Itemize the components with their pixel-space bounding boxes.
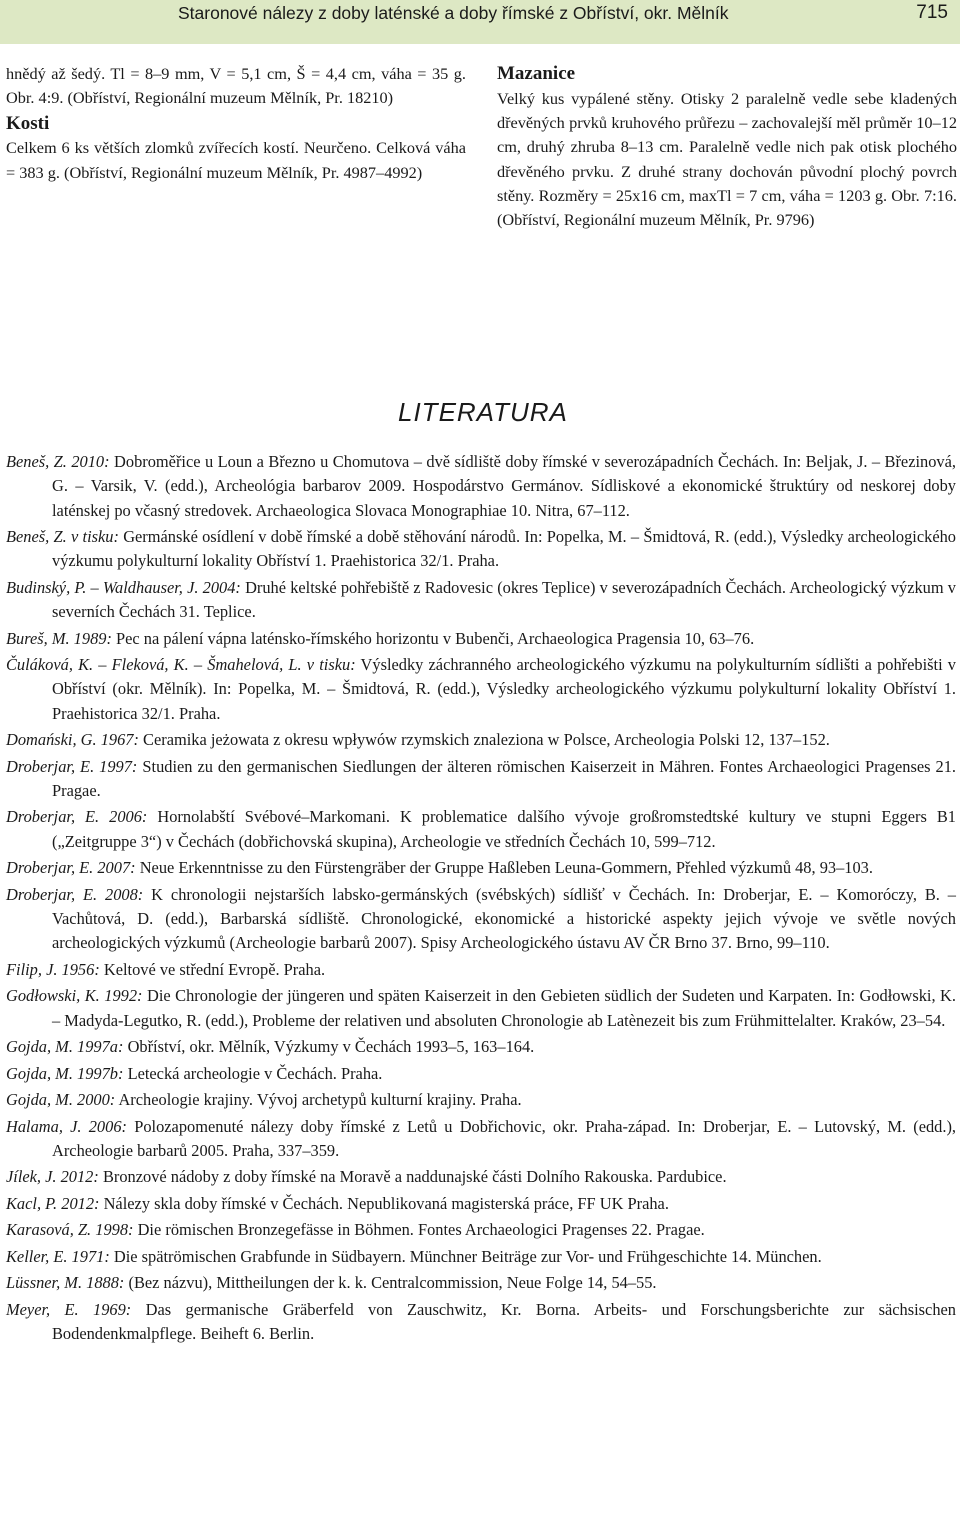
reference-author: Karasová, Z. 1998: — [6, 1220, 134, 1240]
reference-author: Lüssner, M. 1888: — [6, 1273, 125, 1293]
header-title: Staronové nálezy z doby laténské a doby římské z Obříství, okr. Mělník — [178, 3, 729, 23]
reference-author: Beneš, Z. 2010: — [6, 452, 110, 471]
section-heading-mazanice: Mazanice — [497, 63, 576, 84]
reference-text: Bronzové nádoby z doby římské na Moravě a naddunajské části Dolního Rakouska. Pardubice. — [98, 1167, 727, 1187]
reference-item — [6, 1035, 956, 1059]
reference-item — [6, 627, 956, 651]
reference-author: Meyer, E. 1969: — [6, 1299, 132, 1319]
reference-text: K chronologii nejstarších labsko-germánských (svébských) sídlišť v Čechách. In: Droberjar, E. – Komoróczy, B. – Vachůtová, D. (edd.), Barbarská sídliště. Chronologické, ekonomické a historické aspekty jejich vývoje ve světle nových archeologických výzkumů (Archeologie barbarů 2007). Spisy Archeologického ústavu AV ČR Brno 37. Brno, 99–110. — [52, 884, 956, 953]
left-column — [6, 62, 466, 185]
reference-text: Polozapomenuté nálezy doby římské z Letů u Dobřichovic, okr. Praha-západ. In: Droberjar, E. – Lutovský, M. (edd.), Archeologie barbarů 2005. Praha, 337–359. — [52, 1116, 957, 1160]
reference-item — [6, 576, 956, 625]
left-intro-paragraph: hnědý až šedý. Tl = 8–9 mm, V = 5,1 cm, Š = 4,4 cm, váha = 35 g. Obr. 4:9. (Obříství, Regionální muzeum Mělník, Pr. 18210) — [6, 64, 466, 108]
reference-text: Výsledky záchranného archeologického výzkumu na polykulturním sídlišti a pohřebišti v Obříství (okr. Mělník). In: Popelka, M. – Šmidtová, R. (edd.), Výsledky archeologického výzkumu polykulturní lokality Obříství 1. Praehistorica 32/1. Praha. — [52, 655, 956, 723]
reference-item — [6, 1088, 956, 1112]
reference-text: Neue Erkenntnisse zu den Fürstengräber der Gruppe Haßleben Leuna-Gommern, Přehled výzkumů 48, 93–103. — [135, 858, 873, 878]
reference-item — [6, 728, 956, 752]
reference-item — [6, 1165, 956, 1189]
reference-text: Nálezy skla doby římské v Čechách. Nepublikovaná magisterská práce, FF UK Praha. — [99, 1193, 669, 1213]
reference-text: (Bez názvu), Mittheilungen der k. k. Centralcommission, Neue Folge 14, 54–55. — [124, 1273, 657, 1293]
reference-text: Obříství, okr. Mělník, Výzkumy v Čechách 1993–5, 163–164. — [123, 1037, 535, 1057]
reference-text: Studien zu den germanischen Siedlungen der älteren römischen Kaiserzeit in Mähren. Fontes Archaeologici Pragenses 21. Pragae. — [52, 756, 957, 800]
reference-author: Droberjar, E. 2006: — [6, 807, 148, 827]
running-header — [0, 0, 960, 44]
reference-author: Droberjar, E. 2007: — [6, 858, 136, 878]
reference-item — [6, 1115, 956, 1164]
section-heading-kosti: Kosti — [6, 113, 50, 135]
reference-author: Filip, J. 1956: — [6, 959, 100, 979]
reference-text: Archeologie krajiny. Vývoj archetypů kulturní krajiny. Praha. — [115, 1090, 522, 1110]
reference-author: Halama, J. 2006: — [6, 1116, 127, 1136]
reference-item — [6, 1062, 956, 1086]
literature-heading: LITERATURA — [398, 397, 568, 427]
reference-item — [6, 1218, 956, 1242]
reference-text: Druhé keltské pohřebiště z Radovesic (okres Teplice) v severozápadních Čechách. Archeologický výzkum v severních Čechách 31. Teplice. — [52, 577, 956, 622]
reference-item — [6, 984, 956, 1033]
reference-author: Droberjar, E. 1997: — [6, 756, 138, 776]
reference-item — [6, 1271, 956, 1295]
reference-author: Beneš, Z. v tisku: — [6, 527, 119, 547]
reference-author: Budinský, P. – Waldhauser, J. 2004: — [6, 577, 241, 597]
page-number: 715 — [916, 2, 948, 23]
reference-author: Domański, G. 1967: — [6, 730, 139, 750]
reference-author: Kacl, P. 2012: — [6, 1193, 100, 1213]
reference-item — [6, 805, 956, 854]
reference-list — [6, 450, 956, 1349]
reference-author: Keller, E. 1971: — [6, 1246, 110, 1266]
reference-text: Pec na pálení vápna laténsko-římského horizontu v Bubenči, Archaeologica Pragensia 10, 63–76. — [111, 628, 755, 648]
reference-text: Letecká archeologie v Čechách. Praha. — [123, 1063, 383, 1083]
reference-item — [6, 450, 956, 523]
reference-text: Die spätrömischen Grabfunde in Südbayern. Münchner Beiträge zur Vor- und Frühgeschichte 14. München. — [109, 1246, 822, 1266]
reference-item — [6, 1298, 956, 1347]
reference-text: Die römischen Bronzegefässe in Böhmen. Fontes Archaeologici Pragenses 22. Pragae. — [133, 1220, 705, 1240]
reference-author: Droberjar, E. 2008: — [6, 884, 144, 904]
reference-text: Germánské osídlení v době římské a době stěhování národů. In: Popelka, M. – Šmidtová, R. (edd.), Výsledky archeologického výzkumu polykulturní lokality Obříství 1. Praehistorica 32/1. Praha. — [52, 527, 956, 571]
reference-text: Ceramika jeżowata z okresu wpływów rzymskich znaleziona w Polsce, Archeologia Polski 12, 137–152. — [138, 730, 830, 750]
reference-item — [6, 755, 956, 804]
reference-item — [6, 1245, 956, 1269]
reference-author: Jílek, J. 2012: — [6, 1167, 99, 1187]
reference-item — [6, 856, 956, 880]
reference-text: Die Chronologie der jüngeren und späten Kaiserzeit in den Gebieten südlich der Sudeten und Karpaten. In: Godłowski, K. – Madyda-Legutko, R. (edd.), Probleme der relativen und absoluten Chronologie ab Latènezeit bis zum Frühmittelalter. Kraków, 23–54. — [52, 986, 956, 1030]
reference-author: Gojda, M. 2000: — [6, 1090, 116, 1110]
reference-author: Gojda, M. 1997b: — [6, 1063, 124, 1083]
reference-text: Dobroměřice u Loun a Březno u Chomutova – dvě sídliště doby římské v severozápadních Čechách. In: Beljak, J. – Březinová, G. – Varsik, V. (edd.), Archeológia barbarov 2009. Hospodárstvo Germánov. Sídliskové a ekonomické štruktúry od neskorej doby laténskej po včasný stredovek. Archaeologica Slovaca Monographiae 10. Nitra, 67–112. — [52, 452, 956, 520]
reference-item — [6, 1192, 956, 1216]
reference-author: Čuláková, K. – Fleková, K. – Šmahelová, L. v tisku: — [6, 655, 356, 675]
reference-author: Godłowski, K. 1992: — [6, 986, 143, 1006]
reference-author: Gojda, M. 1997a: — [6, 1037, 124, 1057]
mazanice-paragraph: Velký kus vypálené stěny. Otisky 2 paralelně vedle sebe kladených dřevěných prvků kruhového průřezu – zachovalejší měl průměr 10–12 cm, druhý zhruba 8–13 cm. Paralelně vedle nich pak otisk plochého dřevěného prvku. Z druhé strany dochován původní plochý povrch stěny. Rozměry = 25x16 cm, maxTl = 7 cm, váha = 1203 g. Obr. 7:16. (Obříství, Regionální muzeum Mělník, Pr. 9796) — [497, 89, 957, 230]
reference-item — [6, 883, 956, 956]
kosti-paragraph: Celkem 6 ks větších zlomků zvířecích kostí. Neurčeno. Celková váha = 383 g. (Obříství, Regionální muzeum Mělník, Pr. 4987–4992) — [6, 138, 466, 182]
reference-text: Das germanische Gräberfeld von Zauschwitz, Kr. Borna. Arbeits- und Forschungsberichte zur sächsischen Bodendenkmalpflege. Beiheft 6. Berlin. — [52, 1299, 957, 1344]
reference-text: Hornolabští Svébové–Markomani. K problematice dalšího vývoje großromstedtské kultury ve stupni Eggers B1 („Zeitgruppe 3“) v Čechách (dobřichovská skupina), Archeologie ve středních Čechách 10, 599–712. — [52, 807, 956, 851]
reference-text: Keltové ve střední Evropě. Praha. — [99, 959, 326, 979]
reference-item — [6, 525, 956, 574]
reference-item — [6, 958, 956, 982]
reference-item — [6, 653, 956, 726]
right-column — [497, 62, 957, 232]
reference-author: Bureš, M. 1989: — [6, 628, 112, 648]
